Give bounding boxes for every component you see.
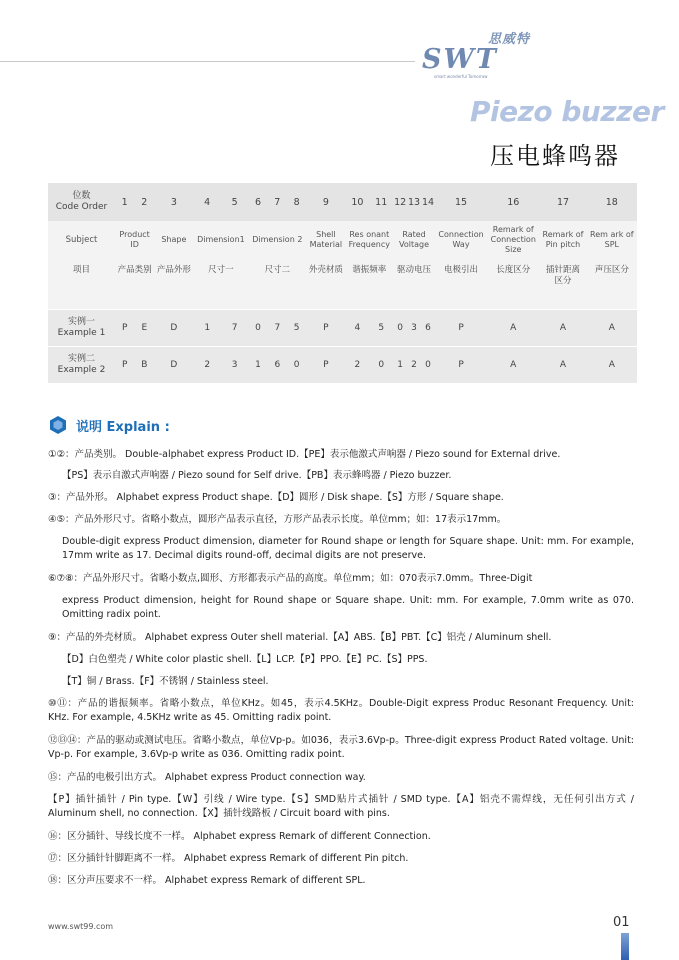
note-line: ⑱：区分声压要求不一样。 Alphabet express Remark of different SPL. — [48, 875, 366, 886]
table-row-code-order — [48, 183, 637, 221]
table-cell: 16 — [487, 183, 539, 221]
table-cell: 5 — [369, 310, 393, 347]
table-cell: 插针距离 区分 — [539, 259, 586, 310]
table-cell: A — [539, 347, 586, 384]
table-cell: B — [134, 347, 154, 384]
table-cell: 尺寸一 — [193, 259, 248, 310]
table-cell: 电极引出 — [435, 259, 487, 310]
table-cell: 12 — [393, 183, 407, 221]
note-line: 【T】铜 / Brass.【F】不锈钢 / Stainless steel. — [62, 676, 269, 687]
table-row-subject — [48, 221, 637, 259]
table-cell: Shell Material — [306, 221, 345, 259]
table-cell: 声压区分 — [587, 259, 637, 310]
table-cell: 0 — [369, 347, 393, 384]
note-line: ⑨：产品的外壳材质。 Alphabet express Outer shell material.【A】ABS.【B】PBT.【C】铝壳 / Aluminum shell. — [48, 632, 552, 643]
table-cell: 3 — [221, 347, 248, 384]
table-cell: 15 — [435, 183, 487, 221]
table-cell: 1 — [248, 347, 267, 384]
table-cell: 6 — [421, 310, 435, 347]
table-cell: Product ID — [115, 221, 154, 259]
table-cell: 0 — [248, 310, 267, 347]
table-cell: Remark of Pin pitch — [539, 221, 586, 259]
brand-tagline: smart wonderful Tomorrow — [434, 74, 488, 79]
table-cell: 14 — [421, 183, 435, 221]
table-cell: 18 — [587, 183, 637, 221]
table-cell: Dimension 2 — [248, 221, 306, 259]
table-cell: 4 — [193, 183, 220, 221]
table-cell: 0 — [393, 310, 407, 347]
note-line: ①②：产品类别。 Double-alphabet express Product ID.【PE】表示他激式声响器 / Piezo sound for External drive. — [48, 449, 561, 460]
table-cell: Connection Way — [435, 221, 487, 259]
table-cell: E — [134, 310, 154, 347]
table-row-example-1 — [48, 310, 637, 347]
table-cell: 4 — [345, 310, 369, 347]
table-cell: D — [154, 347, 193, 384]
row-label: Subject — [48, 221, 115, 259]
row-label: 实例一 Example 1 — [48, 310, 115, 347]
table-cell: 产品类别 — [115, 259, 154, 310]
note-line: Double-digit express Product dimension, diameter for Round shape or length for Square shape. Unit: mm. For example, 17mm write as 17. Decimal digits round-off, decimal digits are not preserve. — [62, 536, 634, 561]
table-cell: Shape — [154, 221, 193, 259]
table-cell: 0 — [287, 347, 306, 384]
table-cell: A — [487, 347, 539, 384]
page-tab-bar — [621, 933, 629, 960]
table-cell: 11 — [369, 183, 393, 221]
table-cell: 产品外形 — [154, 259, 193, 310]
brand-cn-name: 思威特 — [487, 32, 530, 47]
table-cell: D — [154, 310, 193, 347]
row-label: 项目 — [48, 259, 115, 310]
table-cell: 2 — [345, 347, 369, 384]
table-cell: 7 — [268, 310, 287, 347]
brand-mark: SWT — [422, 44, 498, 75]
row-label: 位数 Code Order — [48, 183, 115, 221]
footer-url: www.swt99.com — [48, 922, 114, 931]
note-line: ⑩⑪：产品的谐振频率。省略小数点，单位KHz。如45，表示4.5KHz。Double-Digit express Produc Resonant Frequency. Unit: KHz. For example, 4.5KHz write as 45. Omitting radix point. — [48, 698, 634, 723]
note-line: 【P】插针插针 / Pin type.【W】引线 / Wire type.【S】SMD贴片式插针 / SMD type.【A】铝壳不需焊线，无任何引出方式 / Aluminum shell, no connection.【X】插针线路板 / Circuit board with pins. — [48, 794, 634, 819]
note-line: ⑯：区分插针、导线长度不一样。 Alphabet express Remark of different Connection. — [48, 831, 431, 842]
table-cell: P — [115, 347, 134, 384]
table-cell: 1 — [393, 347, 407, 384]
explain-heading — [48, 413, 170, 437]
table-cell: P — [115, 310, 134, 347]
table-cell: A — [539, 310, 586, 347]
table-cell: 谐振频率 — [345, 259, 393, 310]
table-cell: 尺寸二 — [248, 259, 306, 310]
table-cell: Rated Voltage — [393, 221, 435, 259]
hexagon-icon — [48, 415, 68, 435]
table-cell: Remark of Connection Size — [487, 221, 539, 259]
table-cell: 9 — [306, 183, 345, 221]
table-cell: 2 — [134, 183, 154, 221]
note-line: ④⑤：产品外形尺寸。省略小数点，圆形产品表示直径，方形产品表示长度。单位mm；如：17表示17mm。 — [48, 514, 507, 525]
table-row-example-2 — [48, 347, 637, 384]
code-order-table — [48, 183, 637, 383]
table-cell: A — [587, 347, 637, 384]
table-cell: 0 — [421, 347, 435, 384]
note-line: ⑫⑬⑭：产品的驱动或测试电压。省略小数点，单位Vp-p。如036，表示3.6Vp-p。Three-digit express Product Rated voltage. Unit: Vp-p. For example, 3.6Vp-p write as 036. Omitting radix point. — [48, 735, 634, 760]
table-cell: Dimension1 — [193, 221, 248, 259]
table-cell: 7 — [221, 310, 248, 347]
row-label: 实例二 Example 2 — [48, 347, 115, 384]
table-cell: Rem ark of SPL — [587, 221, 637, 259]
note-line: ⑰：区分插针针脚距离不一样。 Alphabet express Remark of different Pin pitch. — [48, 853, 409, 864]
table-cell: A — [587, 310, 637, 347]
note-line: ⑮：产品的电极引出方式。 Alphabet express Product connection way. — [48, 772, 366, 783]
table-cell: P — [306, 310, 345, 347]
note-line: ③：产品外形。 Alphabet express Product shape.【D】圆形 / Disk shape.【S】方形 / Square shape. — [48, 492, 504, 503]
table-cell: 10 — [345, 183, 369, 221]
table-cell: 2 — [193, 347, 220, 384]
table-cell: P — [306, 347, 345, 384]
header-rule — [0, 61, 415, 62]
table-cell: 外壳材质 — [306, 259, 345, 310]
table-cell: A — [487, 310, 539, 347]
note-line: ⑥⑦⑧：产品外形尺寸。省略小数点,圆形、方形都表示产品的高度。单位mm；如：070表示7.0mm。Three-Digit — [48, 573, 533, 584]
table-cell: 1 — [115, 183, 134, 221]
table-cell: P — [435, 310, 487, 347]
table-cell: Res onant Frequency — [345, 221, 393, 259]
table-cell: 5 — [287, 310, 306, 347]
table-cell: 13 — [407, 183, 421, 221]
table-cell: 长度区分 — [487, 259, 539, 310]
explain-label: 说明 Explain : — [76, 419, 170, 435]
table-cell: 17 — [539, 183, 586, 221]
table-cell: 5 — [221, 183, 248, 221]
table-row-item — [48, 259, 637, 310]
table-cell: 6 — [248, 183, 267, 221]
table-cell: P — [435, 347, 487, 384]
table-cell: 驱动电压 — [393, 259, 435, 310]
page-title-en: Piezo buzzer — [470, 95, 664, 128]
note-line: express Product dimension, height for Round shape or Square shape. Unit: mm. For example, 7.0mm write as 070. Omitting radix point. — [62, 595, 634, 620]
note-line: 【PS】表示自激式声响器 / Piezo sound for Self drive.【PB】表示蜂鸣器 / Piezo buzzer. — [62, 470, 452, 481]
table-cell: 8 — [287, 183, 306, 221]
table-cell: 2 — [407, 347, 421, 384]
table-cell: 1 — [193, 310, 220, 347]
page-number: 01 — [613, 915, 630, 930]
page-title-cn: 压电蜂鸣器 — [490, 142, 620, 170]
table-cell: 3 — [407, 310, 421, 347]
table-cell: 7 — [268, 183, 287, 221]
note-line: 【D】白色塑壳 / White color plastic shell.【L】LCP.【P】PPO.【E】PC.【S】PPS. — [62, 654, 428, 665]
table-cell: 3 — [154, 183, 193, 221]
brand-logo — [420, 28, 530, 82]
table-cell: 6 — [268, 347, 287, 384]
